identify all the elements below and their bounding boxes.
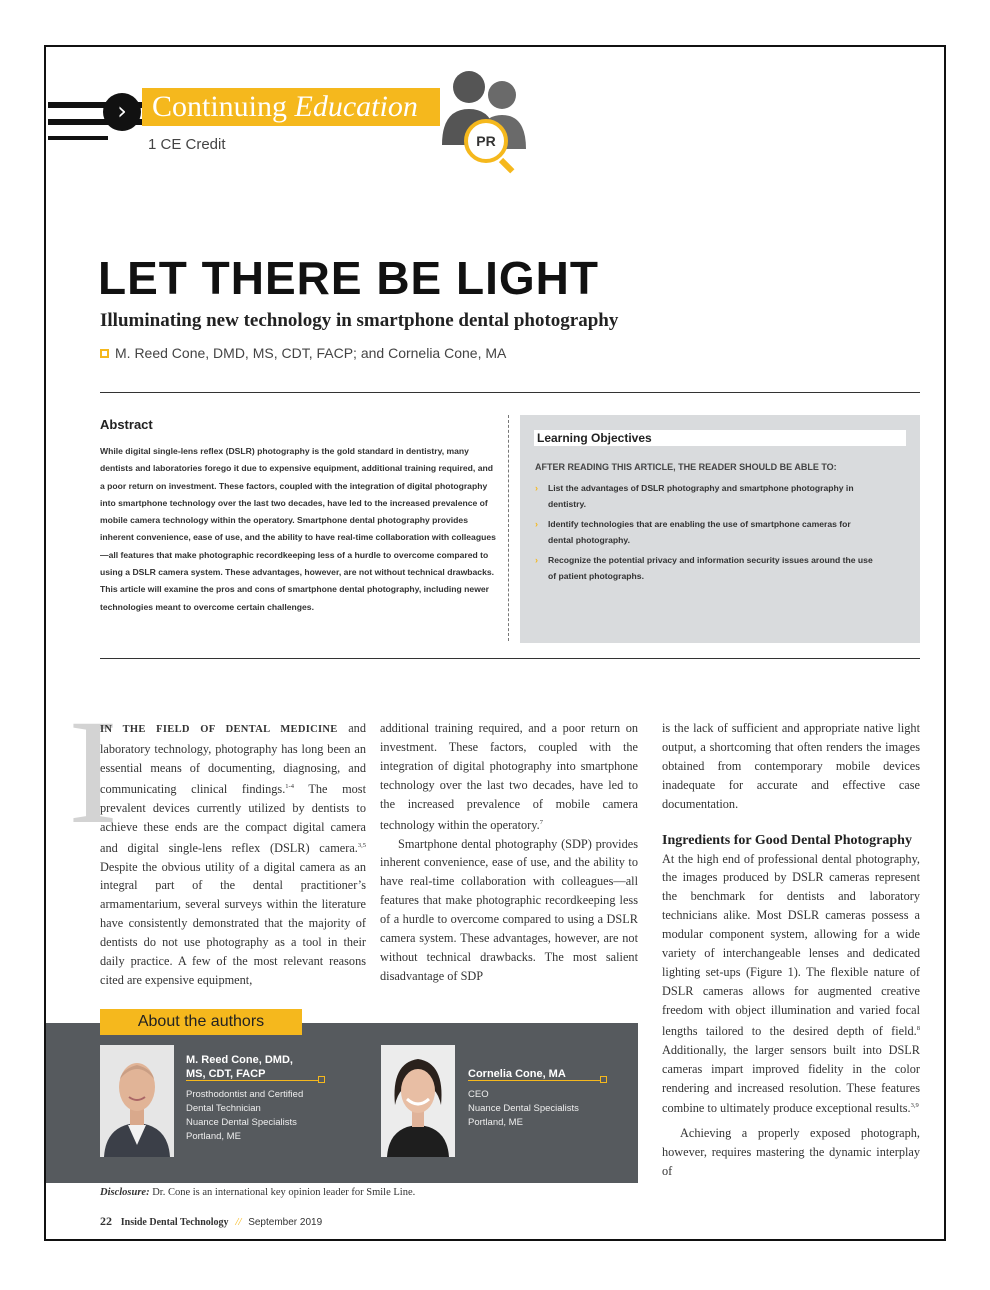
byline (100, 345, 506, 361)
disclosure-text: Dr. Cone is an international key opinion leader for Smile Line. (149, 1187, 416, 1198)
square-bullet-icon (100, 349, 109, 358)
issue-date: September 2019 (248, 1217, 323, 1228)
author-role: Prosthodontist and Certified (186, 1089, 304, 1100)
author-details (468, 1088, 579, 1130)
author-location: Portland, ME (186, 1131, 241, 1142)
text-run: At the high end of professional dental photography, the images produced by DSLR cameras represent the benchmark for dentists and laboratory technicians alike. Most DSLR cameras possess a modular component system, allowing for a wide variety of interchangeable lenses and dedicated lighting set-ups (Figure 1). The flexible nature of DSLR cameras allows for augmented creative freedom with object illumination and varied focal lengths tailored to the desired depth of field. (662, 851, 920, 1038)
objective-text: List the advantages of DSLR photography and smartphone photography in dentistry. (548, 483, 854, 509)
abstract-heading: Abstract (100, 417, 153, 432)
page-footer (100, 1214, 322, 1229)
section-banner (142, 88, 440, 126)
body-paragraph: is the lack of sufficient and appropriate native light output, a shortcoming that often renders the images obtained from contemporary mobile devices inadequate for accurate and effective case documentation. (662, 721, 920, 811)
underline-end-marker (318, 1076, 325, 1083)
divider (100, 392, 920, 393)
body-column-1 (100, 719, 366, 990)
author-org: Nuance Dental Specialists (468, 1103, 579, 1114)
ce-credit-label: 1 CE Credit (148, 136, 226, 153)
author-org: Nuance Dental Specialists (186, 1117, 297, 1128)
section-heading: Ingredients for Good Dental Photography (662, 832, 912, 848)
objective-text: Recognize the potential privacy and information security issues around the use of patient photographs. (548, 555, 873, 581)
text-run: additional training required, and a poor return on investment. These factors, coupled with the integration of digital photography into smartphone technology over the last two decades, have led to the increased prevalence of mobile camera technology within the operatory. (380, 721, 638, 832)
text-run: Additionally, the larger sensors built into DSLR cameras impart improved fidelity in the color rendering and increased resolution. These features combine to ultimately produce exceptional results. (662, 1042, 920, 1116)
author-photo (381, 1045, 455, 1157)
disclosure-label: Disclosure: (100, 1187, 150, 1198)
body-column-2 (380, 719, 638, 986)
author-portrait-image (100, 1045, 174, 1157)
lead-in: IN THE FIELD OF DENTAL MEDICINE (100, 724, 338, 735)
magazine-name: Inside Dental Technology (120, 1217, 229, 1228)
chevron-right-icon: › (535, 519, 538, 529)
text-run: The most prevalent devices currently utilized by dentists to achieve these ends are the compact digital camera and digital single-lens reflex (DSLR) camera. (100, 781, 366, 855)
chevron-right-icon: › (535, 555, 538, 565)
chevron-right-icon: › (103, 93, 141, 131)
citation: 8 (916, 1024, 920, 1032)
body-paragraph (662, 850, 920, 1119)
byline-text: M. Reed Cone, DMD, MS, CDT, FACP; and Cornelia Cone, MA (115, 345, 507, 361)
author-portrait-image (381, 1045, 455, 1157)
banner-word: Continuing (152, 90, 288, 123)
author-details (186, 1088, 303, 1144)
about-authors-heading: About the authors (100, 1009, 302, 1035)
author-role: Dental Technician (186, 1103, 261, 1114)
disclosure (100, 1187, 415, 1198)
banner-word-italic: Education (294, 90, 418, 123)
learning-objectives-list (535, 481, 875, 589)
author-underline (186, 1080, 320, 1081)
pr-magnifier-icon: PR (464, 119, 508, 163)
page-frame (44, 45, 946, 1241)
body-paragraph (380, 719, 638, 835)
author-underline (468, 1080, 602, 1081)
text-run: Despite the obvious utility of a digital camera as an integral part of the dental practitioner’s armamentarium, several surveys within the literature have consistently demonstrated that the majority of dentists do not use photography as a tool in their daily practice. A few of the most relevant reasons cited are expensive equipment, (100, 859, 366, 987)
header-stripe (48, 136, 108, 140)
author-role: CEO (468, 1089, 489, 1100)
objective-text: Identify technologies that are enabling the use of smartphone cameras for dental photography. (548, 519, 851, 545)
citation: 3,9 (910, 1102, 919, 1110)
author-name: Cornelia Cone, MA (468, 1068, 566, 1080)
body-paragraph: Achieving a properly exposed photograph, however, requires mastering the dynamic interplay of (662, 1126, 920, 1179)
divider (100, 658, 920, 659)
footer-separator: // (235, 1216, 242, 1228)
author-name-line: M. Reed Cone, DMD, (186, 1054, 293, 1066)
learning-objectives-intro: AFTER READING THIS ARTICLE, THE READER SHOULD BE ABLE TO: (535, 462, 837, 472)
learning-objectives-box (520, 415, 920, 643)
chevron-right-icon: › (535, 483, 538, 493)
article-title: LET THERE BE LIGHT (98, 252, 599, 304)
citation: 7 (539, 818, 543, 826)
drop-cap: I (68, 689, 118, 855)
body-paragraph: Smartphone dental photography (SDP) provides inherent convenience, ease of use, and the ability to have real-time collaboration with colleagues—all features that make photographic recordkeeping less of a hurdle to overcome compared to using a DSLR camera system. These advantages, however, are not without technical drawbacks. The most salient disadvantage of SDP (380, 836, 638, 983)
author-name-line: MS, CDT, FACP (186, 1068, 266, 1080)
list-item (535, 517, 875, 548)
underline-end-marker (600, 1076, 607, 1083)
article-subtitle: Illuminating new technology in smartphone dental photography (100, 310, 619, 331)
list-item (535, 553, 875, 584)
author-photo (100, 1045, 174, 1157)
author-location: Portland, ME (468, 1117, 523, 1128)
abstract-text: While digital single-lens reflex (DSLR) photography is the gold standard in dentistry, many dentists and laboratories forego it due to expensive equipment, additional training required, and a poor return on investment. These factors, coupled with the integration of digital photography into smartphone technology over the last two decades, have led to the increased prevalence of mobile camera technology within the operatory. Smartphone dental photography provides inherent convenience, ease of use, and the ability to have real-time collaboration with colleagues—all features that make photographic recordkeeping less of a hurdle to overcome compared to using a DSLR camera system. These advantages, however, are not without technical drawbacks. This article will examine the pros and cons of smartphone dental photography, including newer technologies meant to overcome certain challenges. (100, 446, 496, 612)
text-run: and laboratory technology, photography has long been an essential means of documenting, diagnosing, and communicating clinical findings. (100, 721, 366, 796)
author-name (186, 1053, 293, 1081)
page-number: 22 (100, 1214, 112, 1228)
citation: 3,5 (357, 841, 366, 849)
body-paragraph (100, 719, 366, 990)
dashed-divider (508, 415, 509, 641)
body-column-3 (662, 719, 920, 1181)
learning-objectives-heading: Learning Objectives (534, 430, 906, 446)
list-item (535, 481, 875, 512)
citation: 1-4 (285, 782, 294, 790)
